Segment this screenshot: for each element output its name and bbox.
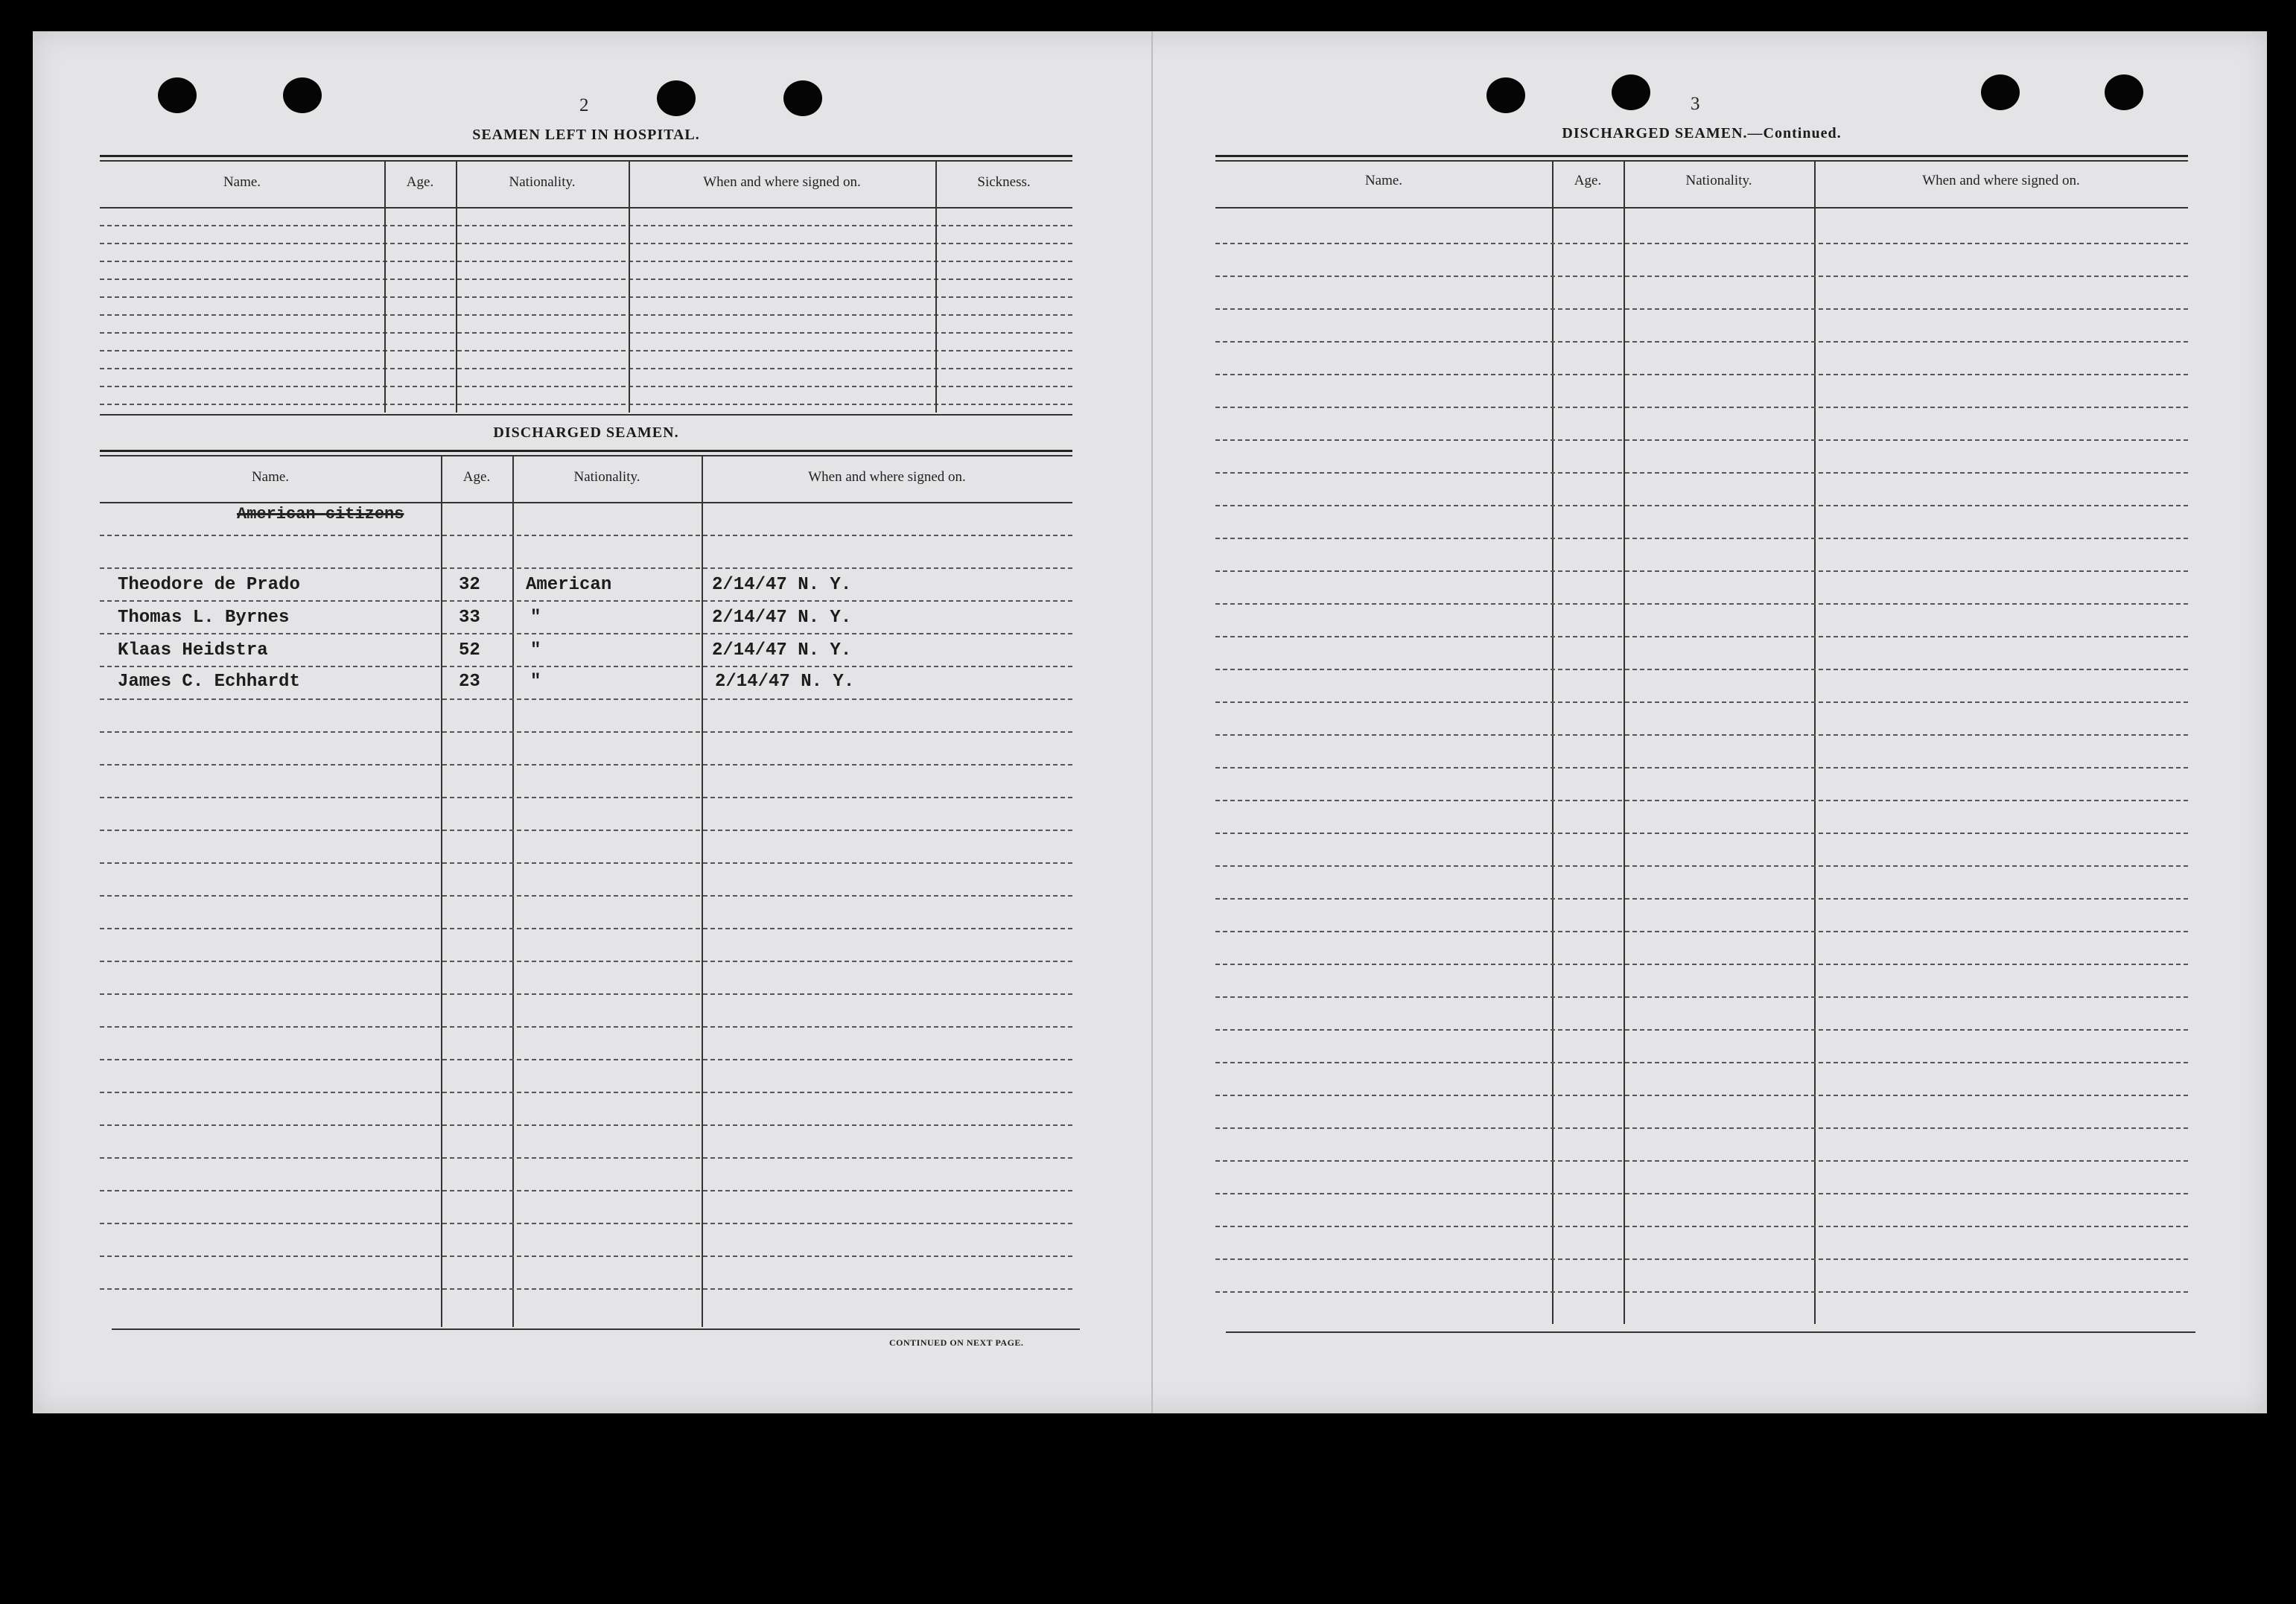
hospital-col-name: Name. <box>223 174 261 190</box>
rule <box>1215 155 2188 157</box>
seaman-age: 32 <box>459 575 480 595</box>
dashed-row-line <box>1215 1226 2188 1227</box>
dashed-row-line <box>1215 898 2188 900</box>
rule <box>100 502 1072 503</box>
column-divider <box>456 161 457 413</box>
punch-hole <box>2105 74 2143 110</box>
dashed-row-line <box>1215 538 2188 539</box>
rule <box>100 155 1072 157</box>
page-number: 3 <box>1691 94 1700 114</box>
dashed-row-line <box>1215 767 2188 768</box>
dashed-row-line <box>1215 1258 2188 1260</box>
dashed-row-line <box>100 386 1072 387</box>
punch-hole <box>1612 74 1650 110</box>
discharged-section-title: DISCHARGED SEAMEN. <box>493 424 679 441</box>
dashed-row-line <box>1215 505 2188 506</box>
dashed-row-line <box>100 1157 1072 1159</box>
seaman-age: 52 <box>459 640 480 661</box>
dashed-row-line <box>100 296 1072 298</box>
column-divider <box>1552 161 1554 1324</box>
rule <box>100 207 1072 209</box>
rule <box>1226 1331 2195 1333</box>
dashed-row-line <box>1215 701 2188 703</box>
dashed-row-line <box>100 332 1072 334</box>
column-divider <box>935 161 937 413</box>
dashed-row-line <box>1215 374 2188 375</box>
dashed-row-line <box>1215 243 2188 244</box>
dashed-row-line <box>1215 1095 2188 1096</box>
seaman-nationality: " <box>530 672 541 692</box>
dashed-row-line <box>1215 996 2188 998</box>
dashed-row-line <box>1215 833 2188 834</box>
page-number: 2 <box>579 95 589 115</box>
dashed-row-line <box>1215 341 2188 343</box>
dashed-row-line <box>100 862 1072 864</box>
continued-col-age: Age. <box>1574 173 1602 188</box>
continued-col-name: Name. <box>1364 173 1403 188</box>
dashed-row-line <box>100 764 1072 766</box>
dashed-row-line <box>1215 734 2188 736</box>
rule <box>1215 160 2188 162</box>
rule <box>1215 207 2188 209</box>
seaman-nationality: American <box>526 575 612 595</box>
dashed-row-line <box>100 225 1072 226</box>
discharged-col-name: Name. <box>251 469 290 485</box>
dashed-row-line <box>100 1223 1072 1224</box>
hospital-col-sickness: Sickness. <box>977 174 1031 190</box>
seaman-name: James C. Echhardt <box>118 672 300 692</box>
column-divider <box>512 456 514 1327</box>
dashed-row-line <box>100 1092 1072 1093</box>
column-divider <box>441 456 442 1327</box>
dashed-row-line <box>100 535 1072 536</box>
punch-hole <box>158 77 197 113</box>
seaman-age: 23 <box>459 672 480 692</box>
dashed-row-line <box>1215 1029 2188 1031</box>
dashed-row-line <box>1215 964 2188 965</box>
dashed-row-line <box>100 350 1072 351</box>
punch-hole <box>283 77 322 113</box>
rule <box>100 160 1072 162</box>
dashed-row-line <box>100 1288 1072 1290</box>
hospital-col-age: Age. <box>406 174 434 190</box>
dashed-row-line <box>100 1026 1072 1028</box>
hospital-section-title: SEAMEN LEFT IN HOSPITAL. <box>472 127 700 143</box>
dashed-row-line <box>1215 603 2188 605</box>
punch-hole <box>783 80 822 116</box>
column-divider <box>702 456 703 1327</box>
dashed-row-line <box>100 731 1072 733</box>
dashed-row-line <box>100 368 1072 369</box>
dashed-row-line <box>100 1255 1072 1257</box>
page-fold <box>1151 31 1153 1413</box>
rule <box>112 1328 1080 1330</box>
dashed-row-line <box>1215 472 2188 474</box>
hospital-col-nationality: Nationality. <box>509 174 576 190</box>
dashed-row-line <box>1215 570 2188 572</box>
dashed-row-line <box>1215 308 2188 310</box>
dashed-row-line <box>1215 931 2188 932</box>
seaman-signed-on: 2/14/47 N. Y. <box>712 608 852 628</box>
discharged-col-nationality: Nationality. <box>573 469 640 485</box>
rule <box>100 450 1072 452</box>
dashed-row-line <box>1215 276 2188 277</box>
punch-hole <box>1486 77 1525 113</box>
dashed-row-line <box>100 404 1072 405</box>
punch-hole <box>657 80 696 116</box>
column-divider <box>1624 161 1625 1324</box>
dashed-row-line <box>100 1059 1072 1060</box>
form-paper <box>33 31 2267 1413</box>
dashed-row-line <box>100 261 1072 262</box>
seaman-name: Klaas Heidstra <box>118 640 268 661</box>
dashed-row-line <box>100 993 1072 995</box>
seaman-signed-on: 2/14/47 N. Y. <box>712 575 852 595</box>
column-divider <box>384 161 386 413</box>
dashed-row-line <box>1215 865 2188 867</box>
column-divider <box>1814 161 1816 1324</box>
column-divider <box>629 161 630 413</box>
dashed-row-line <box>100 279 1072 280</box>
rule <box>100 455 1072 456</box>
dashed-row-line <box>1215 407 2188 408</box>
seaman-signed-on: 2/14/47 N. Y. <box>712 640 852 661</box>
dashed-row-line <box>1215 1062 2188 1063</box>
dashed-row-line <box>100 698 1072 700</box>
rule <box>100 414 1072 416</box>
struck-note: American citizens <box>237 505 404 523</box>
dashed-row-line <box>100 1124 1072 1126</box>
discharged-col-age: Age. <box>462 469 491 485</box>
seaman-name: Thomas L. Byrnes <box>118 608 290 628</box>
dashed-row-line <box>1215 800 2188 801</box>
continued-col-signed-on: When and where signed on. <box>1922 173 2080 188</box>
dashed-row-line <box>1215 439 2188 441</box>
continued-note: CONTINUED ON NEXT PAGE. <box>889 1337 1024 1348</box>
dashed-row-line <box>100 928 1072 929</box>
dashed-row-line <box>100 666 1072 667</box>
seaman-signed-on: 2/14/47 N. Y. <box>715 672 855 692</box>
dashed-row-line <box>100 895 1072 897</box>
dashed-row-line <box>100 797 1072 798</box>
dashed-row-line <box>1215 1160 2188 1162</box>
dashed-row-line <box>1215 1193 2188 1194</box>
dashed-row-line <box>100 600 1072 602</box>
dashed-row-line <box>100 314 1072 316</box>
dashed-row-line <box>100 1190 1072 1191</box>
discharged-continued-title: DISCHARGED SEAMEN.—Continued. <box>1562 125 1842 141</box>
discharged-col-signed-on: When and where signed on. <box>808 469 966 485</box>
punch-hole <box>1981 74 2020 110</box>
seaman-age: 33 <box>459 608 480 628</box>
dashed-row-line <box>100 633 1072 634</box>
seaman-nationality: " <box>530 608 541 628</box>
dashed-row-line <box>100 961 1072 962</box>
dashed-row-line <box>100 243 1072 244</box>
dashed-row-line <box>1215 636 2188 637</box>
seaman-nationality: " <box>530 640 541 661</box>
dashed-row-line <box>100 567 1072 569</box>
hospital-col-signed-on: When and where signed on. <box>703 174 861 190</box>
continued-col-nationality: Nationality. <box>1685 173 1752 188</box>
dashed-row-line <box>100 830 1072 831</box>
seaman-name: Theodore de Prado <box>118 575 300 595</box>
dashed-row-line <box>1215 1291 2188 1293</box>
dashed-row-line <box>1215 669 2188 670</box>
dashed-row-line <box>1215 1127 2188 1129</box>
